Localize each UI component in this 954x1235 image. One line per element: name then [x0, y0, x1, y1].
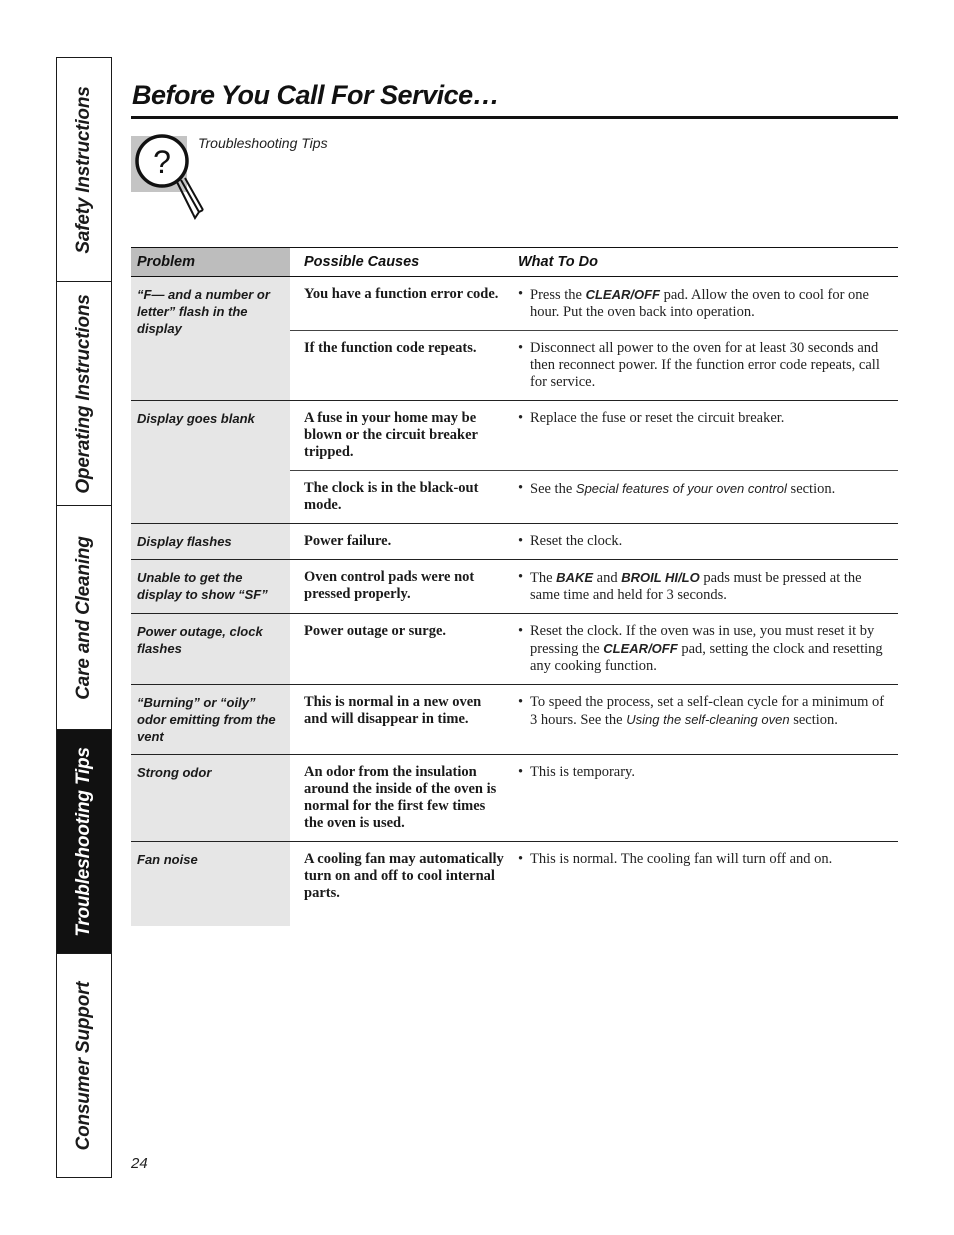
tab-label: Consumer Support [73, 981, 94, 1150]
table-row [131, 685, 898, 755]
todo-cell: • Reset the clock. [512, 524, 898, 560]
cause-cell: Power outage or surge. [290, 614, 512, 685]
cause-cell: A cooling fan may automatically turn on and off to cool internal parts. [304, 851, 504, 901]
clear-off-pad-label: CLEAR/OFF [585, 287, 660, 302]
header-problem: Problem [131, 248, 290, 277]
cause-cell: Oven control pads were not pressed properly. [290, 560, 512, 614]
section-reference: Using the self-cleaning oven [626, 712, 790, 727]
cause-cell: An odor from the insulation around the inside of the oven is normal for the first few times the oven is used. [290, 755, 512, 842]
table-row [131, 277, 898, 331]
problem-cell: “F— and a number or letter” flash in the display [131, 277, 290, 401]
tab-operating-instructions[interactable] [57, 282, 111, 506]
todo-cell: • To speed the process, set a self-clean cycle for a minimum of 3 hours. See the Using the self-cleaning oven section. [512, 685, 898, 755]
header-possible-causes: Possible Causes [290, 248, 512, 277]
problem-cell: Display goes blank [131, 401, 290, 524]
section-subtitle: Troubleshooting Tips [198, 135, 328, 151]
cause-cell: Power failure. [290, 524, 512, 560]
table-row [131, 560, 898, 614]
table-row [131, 524, 898, 560]
problem-cell: Power outage, clock flashes [131, 614, 290, 685]
cause-cell: You have a function error code. [290, 277, 512, 331]
cause-cell: If the function code repeats. [290, 331, 512, 401]
table-row [131, 842, 898, 927]
table-row [131, 614, 898, 685]
troubleshooting-table [131, 247, 898, 926]
broil-pad-label: BROIL HI/LO [621, 570, 700, 585]
tab-care-and-cleaning[interactable] [57, 506, 111, 730]
bake-pad-label: BAKE [556, 570, 594, 585]
tab-consumer-support[interactable] [57, 954, 111, 1177]
cause-cell: A fuse in your home may be blown or the circuit breaker tripped. [290, 401, 512, 471]
problem-cell: Strong odor [131, 755, 290, 842]
page-title: Before You Call For Service… [132, 80, 500, 110]
todo-cell: • This is temporary. [512, 755, 898, 842]
cause-cell: The clock is in the black-out mode. [290, 471, 512, 524]
tab-safety-instructions[interactable] [57, 58, 111, 282]
side-tabs [56, 57, 112, 1178]
todo-cell: • Press the CLEAR/OFF pad. Allow the oven to cool for one hour. Put the oven back into operation. [512, 277, 898, 331]
header-what-to-do: What To Do [512, 248, 898, 277]
tab-label: Operating Instructions [73, 293, 94, 494]
section-reference: Special features of your oven control [575, 481, 787, 496]
tab-label: Troubleshooting Tips [73, 746, 94, 937]
todo-cell: • See the Special features of your oven control section. [512, 471, 898, 524]
todo-cell: • The BAKE and BROIL HI/LO pads must be pressed at the same time and held for 3 seconds. [512, 560, 898, 614]
tab-label: Care and Cleaning [73, 535, 94, 700]
tab-troubleshooting-tips[interactable] [57, 730, 111, 954]
cause-cell: This is normal in a new oven and will disappear in time. [290, 685, 512, 755]
todo-cell: • Reset the clock. If the oven was in use, you must reset it by pressing the CLEAR/OFF pad, setting the clock and resetting any cooking function. [512, 614, 898, 685]
problem-cell: Display flashes [131, 524, 290, 560]
clear-off-pad-label: CLEAR/OFF [603, 641, 678, 656]
problem-cell: “Burning” or “oily” odor emitting from the vent [131, 685, 290, 755]
problem-cell: Fan noise [131, 842, 290, 927]
page-number: 24 [131, 1155, 148, 1172]
svg-text:?: ? [153, 144, 171, 180]
tab-label: Safety Instructions [73, 85, 94, 254]
todo-cell: • Disconnect all power to the oven for at least 30 seconds and then reconnect power. If the function error code repeats, call for service. [512, 331, 898, 401]
todo-cell: • This is normal. The cooling fan will turn off and on. [518, 851, 833, 867]
problem-cell: Unable to get the display to show “SF” [131, 560, 290, 614]
table-header-row [131, 248, 898, 277]
title-rule [131, 116, 898, 119]
table-row [131, 755, 898, 842]
table-row [131, 401, 898, 471]
todo-cell: • Replace the fuse or reset the circuit breaker. [512, 401, 898, 471]
